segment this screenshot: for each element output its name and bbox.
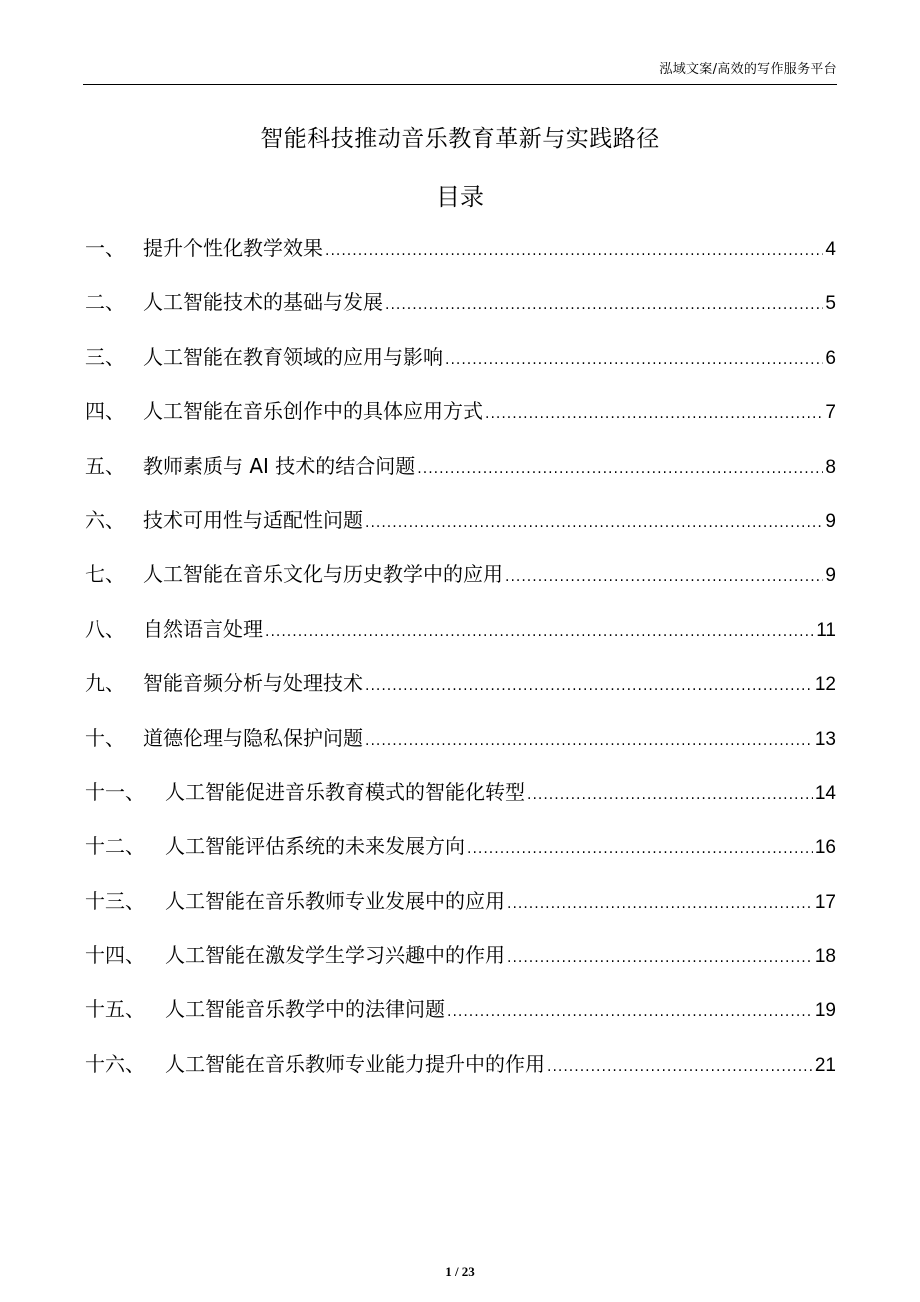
toc-entry-title: 教师素质与 AI 技术的结合问题	[143, 453, 416, 478]
toc-entry-number: 十二、	[85, 834, 145, 859]
toc-entry-number: 九、	[85, 671, 125, 696]
toc-dot-leader	[417, 462, 823, 476]
toc-entry[interactable]	[85, 232, 836, 286]
toc-entry-page: 9	[825, 565, 836, 587]
toc-dot-leader	[365, 516, 823, 530]
toc-entry-title: 自然语言处理	[143, 616, 263, 641]
toc-entry-page: 16	[814, 837, 836, 859]
table-of-contents	[85, 232, 836, 1102]
toc-entry-page: 12	[814, 674, 836, 696]
toc-dot-leader	[467, 842, 813, 856]
toc-entry-page: 18	[814, 946, 836, 968]
toc-entry[interactable]	[85, 504, 836, 558]
toc-entry[interactable]	[85, 558, 836, 612]
toc-entry-title: 人工智能音乐教学中的法律问题	[165, 997, 445, 1022]
toc-entry[interactable]	[85, 993, 836, 1047]
header-divider	[83, 84, 837, 85]
toc-entry-title: 智能音频分析与处理技术	[143, 671, 363, 696]
toc-dot-leader	[325, 244, 823, 258]
toc-entry-number: 一、	[85, 236, 125, 260]
toc-dot-leader	[265, 625, 814, 639]
toc-entry-title: 人工智能在音乐文化与历史教学中的应用	[143, 562, 503, 587]
toc-entry-page: 8	[825, 456, 836, 478]
toc-dot-leader	[445, 353, 823, 367]
toc-entry-number: 十五、	[85, 997, 145, 1022]
toc-entry-page: 17	[814, 891, 836, 913]
toc-entry[interactable]	[85, 450, 836, 504]
toc-entry-page: 11	[816, 619, 836, 641]
toc-entry-page: 6	[825, 347, 836, 369]
toc-entry-title: 人工智能评估系统的未来发展方向	[165, 834, 465, 859]
toc-dot-leader	[507, 951, 813, 965]
toc-entry[interactable]	[85, 830, 836, 884]
toc-heading: 目录	[436, 183, 484, 211]
toc-entry-page: 9	[825, 510, 836, 532]
toc-entry-title: 人工智能在音乐创作中的具体应用方式	[143, 399, 483, 424]
toc-entry-number: 十六、	[85, 1051, 145, 1076]
toc-entry[interactable]	[85, 776, 836, 830]
toc-dot-leader	[507, 897, 813, 911]
toc-entry-title: 人工智能在音乐教师专业发展中的应用	[165, 888, 505, 913]
toc-entry-title: 道德伦理与隐私保护问题	[143, 725, 363, 750]
toc-entry-title: 技术可用性与适配性问题	[143, 507, 363, 532]
toc-entry-number: 二、	[85, 290, 125, 315]
toc-entry-number: 八、	[85, 616, 125, 641]
toc-entry-page: 13	[814, 728, 836, 750]
toc-dot-leader	[365, 679, 813, 693]
toc-entry[interactable]	[85, 885, 836, 939]
toc-entry-title: 人工智能在教育领域的应用与影响	[143, 344, 443, 369]
toc-entry[interactable]	[85, 939, 836, 993]
toc-entry-title: 人工智能技术的基础与发展	[143, 290, 383, 315]
toc-dot-leader	[365, 734, 813, 748]
toc-entry-number: 十一、	[85, 779, 145, 804]
toc-entry[interactable]	[85, 341, 836, 395]
toc-entry-page: 14	[814, 782, 836, 804]
toc-entry[interactable]	[85, 722, 836, 776]
toc-entry-page: 5	[825, 293, 836, 315]
toc-entry-title: 人工智能在音乐教师专业能力提升中的作用	[165, 1051, 545, 1076]
page-header-text: 泓域文案/高效的写作服务平台	[659, 62, 837, 77]
toc-entry-number: 五、	[85, 453, 125, 478]
toc-entry-title: 提升个性化教学效果	[143, 236, 323, 260]
toc-dot-leader	[527, 788, 813, 802]
toc-dot-leader	[505, 570, 823, 584]
toc-entry-number: 十、	[85, 725, 125, 750]
toc-entry-number: 四、	[85, 399, 125, 424]
toc-dot-leader	[385, 298, 823, 312]
toc-entry[interactable]	[85, 286, 836, 340]
document-title: 智能科技推动音乐教育革新与实践路径	[260, 126, 660, 152]
toc-dot-leader	[485, 407, 823, 421]
toc-entry-number: 三、	[85, 344, 125, 369]
toc-entry-title: 人工智能促进音乐教育模式的智能化转型	[165, 779, 525, 804]
page-number-indicator: 1 / 23	[445, 1264, 475, 1279]
toc-entry[interactable]	[85, 613, 836, 667]
toc-dot-leader	[447, 1005, 813, 1019]
toc-dot-leader	[547, 1060, 813, 1074]
toc-entry-number: 六、	[85, 507, 125, 532]
toc-entry[interactable]	[85, 1048, 836, 1102]
toc-entry-title: 人工智能在激发学生学习兴趣中的作用	[165, 943, 505, 968]
toc-entry[interactable]	[85, 667, 836, 721]
toc-entry-page: 19	[814, 1000, 836, 1022]
toc-entry-page: 4	[825, 239, 836, 260]
toc-entry-number: 七、	[85, 562, 125, 587]
toc-entry[interactable]	[85, 395, 836, 449]
toc-entry-number: 十四、	[85, 943, 145, 968]
toc-entry-page: 7	[825, 402, 836, 424]
toc-entry-page: 21	[814, 1054, 836, 1076]
toc-entry-number: 十三、	[85, 888, 145, 913]
